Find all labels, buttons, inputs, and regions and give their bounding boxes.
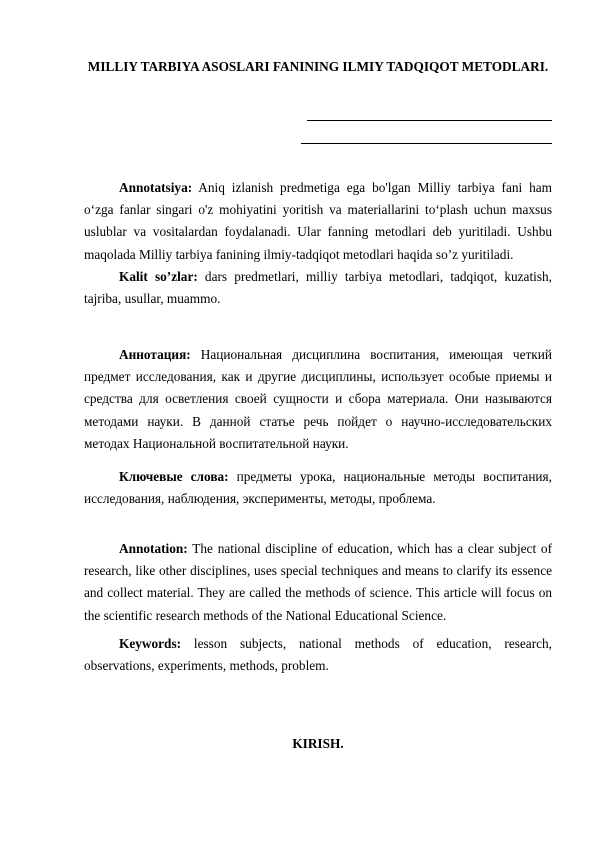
keywords-uz-label: Kalit so’zlar:	[119, 269, 198, 284]
keywords-en-text: lesson subjects, national methods of education, research, observations, experiments, methods, problem.	[84, 636, 552, 674]
section-heading-introduction: KIRISH.	[292, 736, 344, 751]
keywords-uz	[84, 266, 552, 310]
abstract-en-label: Annotation:	[119, 541, 188, 556]
abstract-uz	[84, 177, 552, 266]
keywords-uz-text: dars predmetlari, milliy tarbiya metodlari, tadqiqot, kuzatish, tajriba, usullar, muammo.	[84, 269, 552, 307]
paper-title: MILLIY TARBIYA ASOSLARI FANINING ILMIY TADQIQOT METODLARI.	[87, 59, 549, 74]
abstract-en	[84, 538, 552, 627]
keywords-en	[84, 633, 552, 677]
keywords-ru	[84, 466, 552, 510]
abstract-uz-text: Aniq izlanish predmetiga ega bo'lgan Milliy tarbiya fani ham o‘zga fanlar singari o'z mohiyatini yoritish va materiallarini to‘plash uchun maxsus uslublar va vositalardan foydalanadi. Ular fanning metodlari deb yuritiladi. Ushbu maqolada Milliy tarbiya fanining ilmiy-tadqiqot metodlari haqida so’z yuritiladi.	[84, 180, 552, 262]
author-line-2	[301, 143, 552, 144]
keywords-ru-label: Ключевые слова:	[119, 469, 229, 484]
abstract-ru-text: Национальная дисциплина воспитания, имеющая четкий предмет исследования, как и другие дисциплины, использует особые приемы и средства для осветления своей сущности и сбора материала. Они называются методами науки. В данной статье речь пойдет о научно-исследовательских методах Национальной воспитательной науки.	[84, 347, 552, 451]
abstract-uz-label: Annotatsiya:	[119, 180, 193, 195]
keywords-ru-text: предметы урока, национальные методы воспитания, исследования, наблюдения, эксперименты, методы, проблема.	[84, 469, 552, 507]
abstract-en-text: The national discipline of education, which has a clear subject of research, like other disciplines, uses special techniques and means to clarify its essence and collect material. They are called the methods of science. This article will focus on the scientific research methods of the National Educational Science.	[84, 541, 552, 623]
abstract-ru	[84, 344, 552, 455]
author-line-1	[307, 120, 552, 121]
keywords-en-label: Keywords:	[119, 636, 182, 651]
abstract-ru-label: Аннотация:	[119, 347, 191, 362]
